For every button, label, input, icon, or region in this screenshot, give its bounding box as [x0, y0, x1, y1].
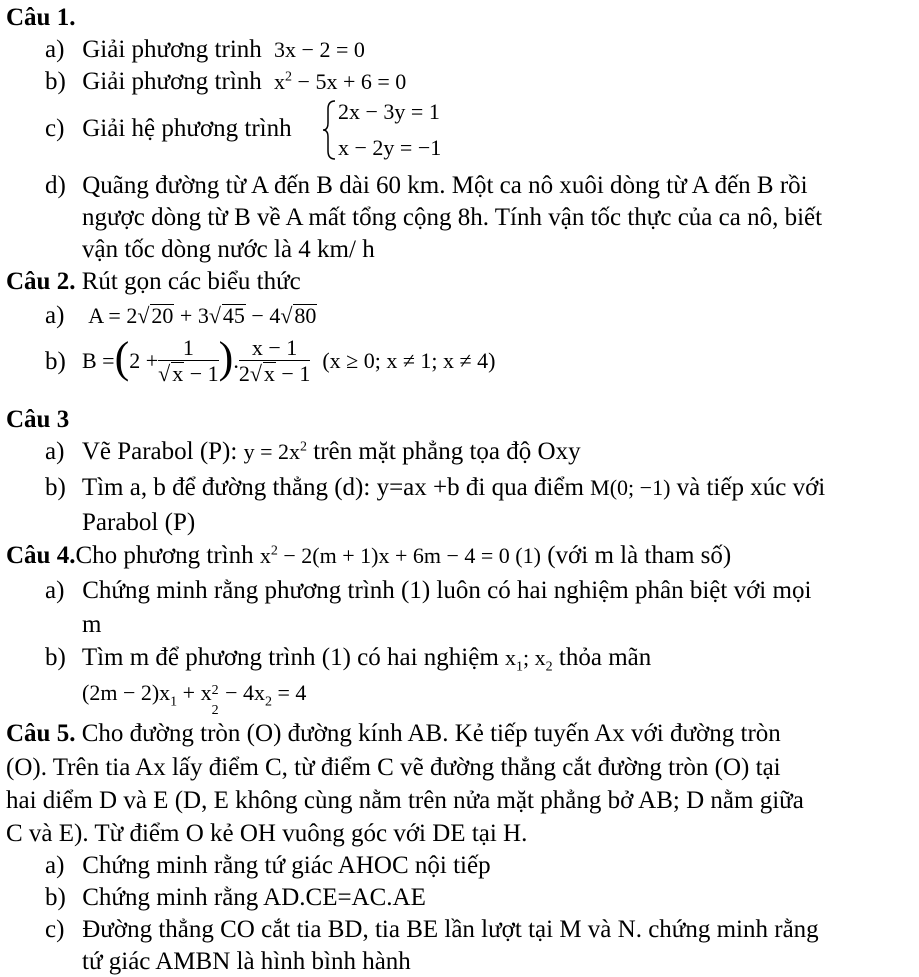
q4b-label: b)	[45, 644, 66, 671]
q2-intro: Rút gọn các biểu thức	[75, 268, 301, 295]
q1d-line3: vận tốc dòng nước là 4 km/ h	[82, 236, 375, 263]
q1c-equation-1: 2x − 3y = 1	[338, 99, 440, 124]
q5c-line2: tứ giác AMBN là hình bình hành	[82, 948, 411, 975]
q1c-label: c)	[45, 115, 65, 142]
q5a-label: a)	[45, 852, 65, 879]
q3b-post: và tiếp xúc với	[670, 474, 826, 501]
q5-line4: C và E). Từ điểm O kẻ OH vuông góc với DE tại H.	[6, 820, 528, 847]
q3b-label: b)	[45, 474, 66, 501]
q4-intro: Cho phương trình	[75, 542, 260, 569]
q1a-label: a)	[45, 36, 65, 63]
q3a	[45, 439, 581, 464]
q5c-label: c)	[45, 916, 65, 943]
q5-line2: (O). Trên tia Ax lấy điểm C, từ điểm C vẽ đường thẳng cắt đường tròn (O) tại	[6, 754, 781, 781]
q5-line3: hai diểm D và E (D, E không cùng nằm trên nửa mặt phẳng bở AB; D nằm giữa	[6, 787, 804, 814]
q1a	[45, 37, 365, 62]
q3a-equation: $y = 2x^2$	[243, 439, 308, 464]
q4a	[45, 578, 811, 603]
q2a-expression: A = 2√20 + 3√45 − 4√80	[88, 303, 317, 328]
q1d	[45, 173, 808, 198]
q1b-equation: $x^2 - 5x + 6 = 0$	[274, 69, 407, 94]
q3a-pre: Vẽ Parabol (P):	[81, 438, 244, 465]
q1a-equation: 3x − 2 = 0	[274, 37, 365, 62]
q1d-line1: Quãng đường từ A đến B dài 60 km. Một ca nô xuôi dòng từ A đến B rồi	[82, 172, 808, 199]
q4a-line1: Chứng minh rằng phương trình (1) luôn có hai nghiệm phân biệt với mọi	[82, 577, 812, 604]
q2-title: Câu 2.	[6, 268, 76, 295]
q5-title: Câu 5.	[6, 720, 76, 747]
q3b-point: M(0; −1)	[590, 475, 671, 500]
q4-equation: $x^2 - 2(m + 1)x + 6m - 4 = 0$ (1)	[259, 543, 541, 568]
q1c-text: Giải hệ phương trình	[82, 115, 292, 142]
q2b-expression: B = ( 2 + $\frac{1}{√x - 1}$ ) . $\frac{x - 1}{2√x - 1}$ (x ≥ 0; x ≠ 1; x ≠ 4)	[82, 333, 496, 386]
q5c-line1: Đường thẳng CO cắt tia BD, tia BE lần lượt tại M và N. chứng minh rằng	[82, 916, 819, 943]
q2b-label: b)	[45, 347, 66, 375]
q1b	[45, 69, 406, 94]
q5-line1: Cho đường tròn (O) đường kính AB. Kẻ tiếp tuyến Ax với đường tròn	[75, 720, 781, 747]
q4b-post: thỏa mãn	[552, 644, 652, 671]
q2a	[45, 303, 317, 328]
q3b-pre: Tìm a, b để đường thẳng (d): y=ax +b đi qua điểm	[81, 474, 591, 501]
q5b-label: b)	[45, 884, 66, 911]
q5a-text: Chứng minh rằng tứ giác AHOC nội tiếp	[82, 852, 491, 879]
q5a	[45, 853, 491, 878]
q5b-text: Chứng minh rằng AD.CE=AC.AE	[82, 884, 426, 911]
q4-title: Câu 4.	[6, 542, 76, 569]
q3a-post: trên mặt phẳng tọa độ Oxy	[307, 438, 581, 465]
q4a-line2: m	[82, 611, 102, 638]
q1-title: Câu 1.	[6, 4, 76, 31]
q3-title: Câu 3	[6, 406, 70, 433]
system-brace-icon	[322, 99, 338, 161]
q2b	[45, 333, 496, 386]
q1b-text: Giải phương trình	[82, 68, 262, 95]
q2-title-line	[6, 269, 301, 294]
q1d-line2: ngược dòng từ B về A mất tổng cộng 8h. Tính vận tốc thực của ca nô, biết	[82, 204, 823, 231]
q3b	[45, 475, 825, 500]
q1c	[45, 116, 292, 141]
q4-tail: (với m là tham số)	[540, 542, 732, 569]
q1d-label: d)	[45, 172, 66, 199]
q4b-condition: $(2m - 2)x_1 + x$ 2 2 − $4x_2 = 4$	[82, 680, 307, 718]
q5-title-line	[6, 721, 781, 746]
q4b-roots: $x_1$; $x_2$	[505, 645, 553, 675]
q1a-text: Giải phương trinh	[82, 36, 262, 63]
q1b-label: b)	[45, 68, 66, 95]
q1c-equation-2: x − 2y = −1	[338, 135, 442, 160]
q4a-label: a)	[45, 577, 65, 604]
q3a-label: a)	[45, 438, 65, 465]
q4b-pre: Tìm m để phương trình (1) có hai nghiệm	[81, 644, 506, 671]
q3b-line2: Parabol (P)	[82, 509, 196, 536]
q5c	[45, 917, 819, 942]
q4b	[45, 645, 651, 674]
q5b	[45, 885, 426, 910]
q2a-label: a)	[45, 302, 65, 329]
q4-title-line	[6, 543, 731, 568]
q2b-condition: (x ≥ 0; x ≠ 1; x ≠ 4)	[322, 348, 496, 373]
